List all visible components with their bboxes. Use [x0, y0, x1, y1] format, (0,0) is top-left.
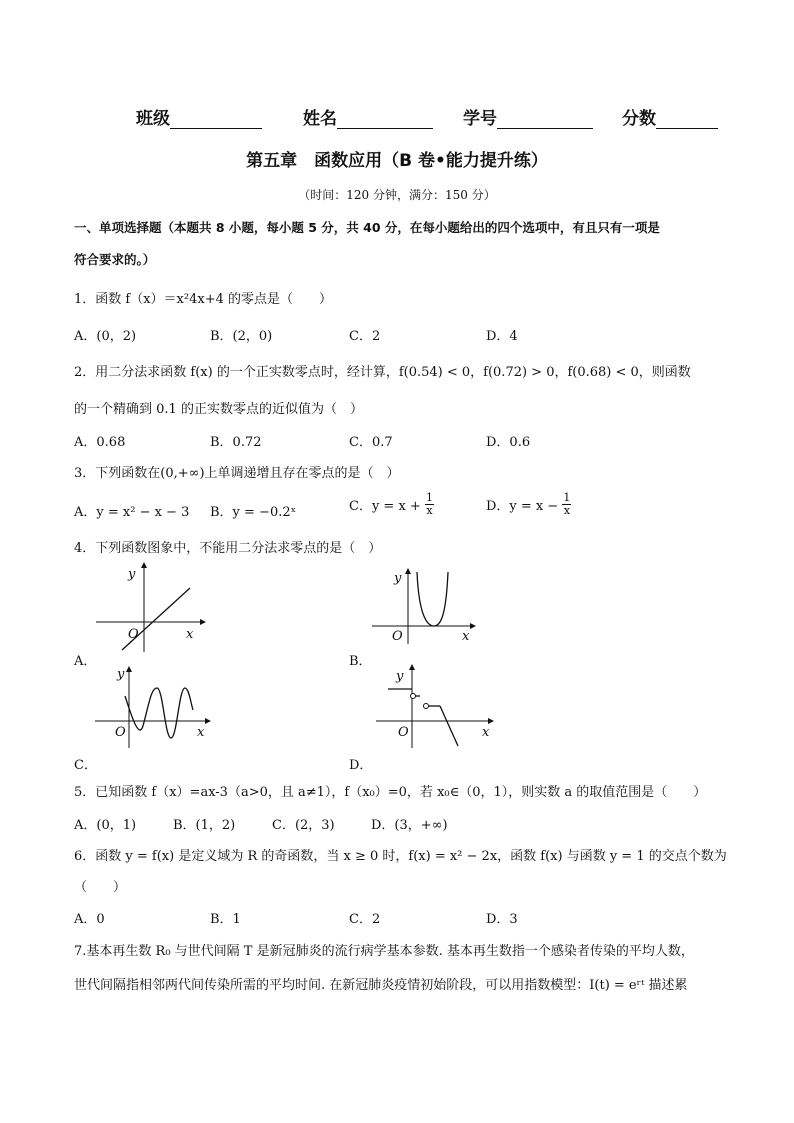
student-id-label: 学号	[463, 109, 497, 129]
x-label: x	[197, 725, 205, 740]
q4-label-c[interactable]: C．	[74, 758, 97, 773]
question-6-line2: （ ）	[74, 880, 127, 895]
y-axis-arrow	[141, 562, 147, 568]
q4-label-b[interactable]: B．	[349, 654, 372, 669]
q5-option-a[interactable]: A．(0，1)	[74, 818, 137, 833]
x-label: x	[462, 629, 470, 644]
page-title: 第五章 函数应用（B 卷•能力提升练）	[246, 151, 548, 171]
score-blank[interactable]	[656, 110, 718, 129]
q3-option-c[interactable]	[349, 492, 434, 517]
fraction-numerator: 1	[563, 491, 571, 504]
q4-label-d[interactable]: D．	[349, 758, 373, 773]
open-point-1	[411, 694, 416, 699]
name-label: 姓名	[303, 109, 337, 129]
q6-option-c[interactable]: C．2	[349, 912, 381, 927]
q2-option-b[interactable]: B．0.72	[210, 435, 262, 450]
class-field[interactable]	[136, 104, 262, 129]
exam-info: （时间：120 分钟，满分：150 分）	[298, 188, 496, 202]
q3-option-c-text: C．y = x +	[349, 499, 421, 514]
q5-option-b[interactable]: B．(1，2)	[173, 818, 236, 833]
q1-option-b[interactable]: B．(2，0)	[210, 329, 273, 344]
question-7-line1: 7.基本再生数 R₀ 与世代间隔 T 是新冠肺炎的流行病学基本参数. 基本再生数指一个感染者传染的平均人数，	[74, 944, 694, 959]
question-3: 3．下列函数在(0,+∞)上单调递增且存在零点的是（ ）	[74, 466, 400, 481]
q2-option-a[interactable]: A．0.68	[74, 435, 126, 450]
q1-option-d[interactable]: D．4	[486, 329, 518, 344]
y-axis-arrow	[405, 568, 411, 574]
origin-label: O	[115, 725, 126, 740]
origin-label: O	[398, 725, 409, 740]
q1-option-c[interactable]: C．2	[349, 329, 381, 344]
wave-curve	[125, 688, 193, 738]
q3-option-d-fraction	[562, 492, 571, 517]
origin-label: O	[392, 629, 403, 644]
graph-b[interactable]	[372, 568, 476, 644]
x-label: x	[186, 627, 194, 642]
q2-option-c[interactable]: C．0.7	[349, 435, 393, 450]
q5-option-d[interactable]: D．(3，+∞)	[371, 818, 448, 833]
class-blank[interactable]	[170, 110, 262, 129]
score-label: 分数	[622, 109, 656, 129]
q2-option-d[interactable]: D．0.6	[486, 435, 531, 450]
y-axis-arrow	[126, 666, 132, 672]
question-2-line1: 2．用二分法求函数 f(x) 的一个正实数零点时，经计算，f(0.54) < 0，f(0.72) > 0，f(0.68) < 0，则函数	[74, 365, 691, 380]
y-label: y	[394, 571, 402, 586]
section-heading-line2: 符合要求的。）	[74, 252, 156, 267]
name-field[interactable]	[303, 104, 433, 129]
score-field[interactable]	[622, 104, 718, 129]
open-point-2	[424, 704, 429, 709]
q3-option-a[interactable]: A．y = x² − x − 3	[74, 505, 190, 520]
q1-option-a[interactable]: A．(0，2)	[74, 329, 137, 344]
q6-option-a[interactable]: A．0	[74, 912, 105, 927]
class-label: 班级	[136, 109, 170, 129]
x-axis-arrow	[470, 623, 476, 629]
student-id-field[interactable]	[463, 104, 593, 129]
decreasing-line	[440, 706, 458, 746]
q4-label-a[interactable]: A．	[74, 654, 97, 669]
fraction-denominator: x	[563, 504, 571, 517]
x-axis-arrow	[488, 718, 494, 724]
graph-a[interactable]	[96, 562, 206, 652]
x-axis-arrow	[200, 619, 206, 625]
q3-option-d-text: D．y = x −	[486, 499, 559, 514]
graph-d[interactable]	[376, 664, 494, 748]
y-axis-arrow	[409, 664, 415, 670]
q3-option-b[interactable]: B．y = −0.2ˣ	[210, 505, 297, 520]
parabola-curve	[417, 572, 448, 626]
question-7-line2: 世代间隔指相邻两代间传染所需的平均时间. 在新冠肺炎疫情初始阶段，可以用指数模型：I(t) = eʳᵗ 描述累	[74, 978, 688, 993]
q3-option-d[interactable]	[486, 492, 571, 517]
fraction-denominator: x	[426, 504, 433, 517]
student-id-blank[interactable]	[497, 110, 593, 129]
q6-option-d[interactable]: D．3	[486, 912, 518, 927]
question-6-line1: 6．函数 y = f(x) 是定义域为 R 的奇函数，当 x ≥ 0 时，f(x) = x² − 2x，函数 f(x) 与函数 y = 1 的交点个数为	[74, 849, 727, 864]
x-axis-arrow	[205, 718, 211, 724]
question-5: 5．已知函数 f（x）=ax-3（a>0，且 a≠1），f（x₀）=0，若 x₀∈（0，1），则实数 a 的取值范围是（ ）	[74, 785, 707, 800]
y-label: y	[128, 567, 136, 582]
q6-option-b[interactable]: B．1	[210, 912, 241, 927]
q5-option-c[interactable]: C．(2，3)	[272, 818, 335, 833]
section-heading-line1: 一、单项选择题（本题共 8 小题，每小题 5 分，共 40 分，在每小题给出的四个选项中，有且只有一项是	[74, 220, 660, 235]
origin-label: O	[128, 627, 139, 642]
question-2-line2: 的一个精确到 0.1 的正实数零点的近似值为（ ）	[74, 402, 363, 417]
name-blank[interactable]	[337, 110, 433, 129]
fraction-numerator: 1	[425, 491, 433, 504]
y-label: y	[396, 669, 404, 684]
question-4: 4．下列函数图象中，不能用二分法求零点的是（ ）	[74, 541, 382, 556]
y-label: y	[117, 667, 125, 682]
q3-option-c-fraction	[425, 492, 434, 517]
graph-c[interactable]	[95, 666, 211, 748]
question-1: 1．函数 f（x）＝x²4x+4 的零点是（ ）	[74, 292, 332, 307]
x-label: x	[482, 725, 490, 740]
